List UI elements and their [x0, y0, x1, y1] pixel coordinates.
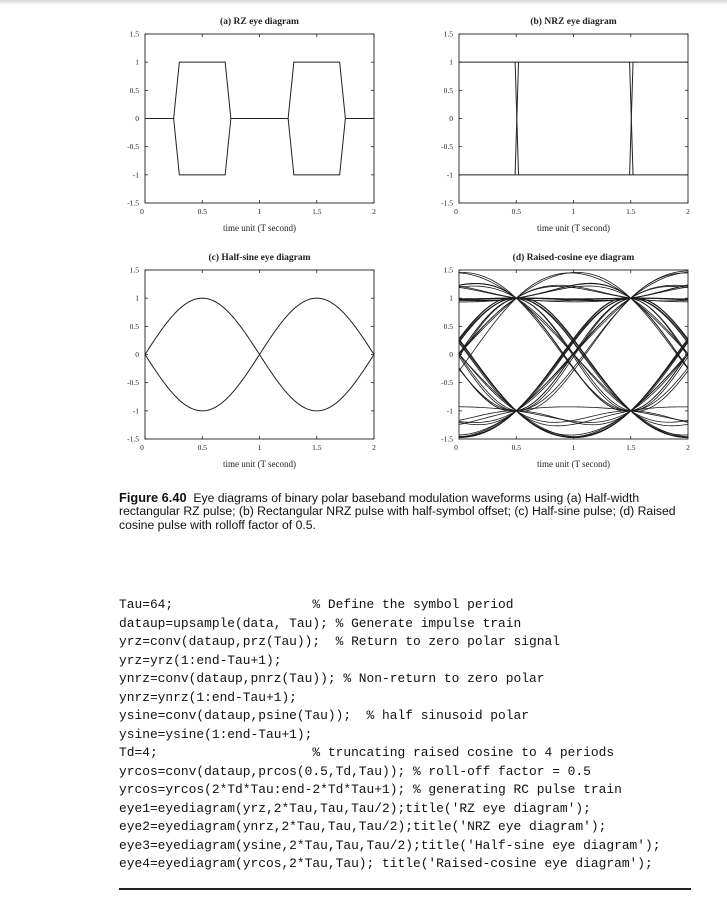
- eye-trace: [459, 407, 688, 425]
- y-tick-label: -0.5: [441, 378, 453, 388]
- eye-trace: [145, 62, 374, 118]
- x-tick-label: 1.5: [312, 443, 322, 452]
- eye-trace: [145, 298, 374, 354]
- y-tick-label: 0.5: [129, 85, 139, 95]
- section-rule: [119, 888, 691, 890]
- y-tick-label: -1.5: [441, 198, 453, 208]
- rz-eye-chart: [127, 16, 376, 233]
- x-axis-label: time unit (T second): [536, 459, 611, 469]
- x-tick-label: 1: [571, 207, 576, 216]
- figure-caption: [119, 491, 679, 532]
- x-axis-label: time unit (T second): [222, 459, 297, 469]
- x-tick-label: 0.5: [197, 207, 207, 216]
- eye-trace: [459, 283, 688, 368]
- y-tick-label: 0: [135, 350, 139, 359]
- y-tick-label: 1.5: [443, 265, 453, 275]
- trace-group: [459, 62, 688, 175]
- x-tick-label: 0.5: [511, 207, 521, 216]
- x-tick-label: 2: [372, 207, 376, 216]
- code-line: ysine=ysine(1:end-Tau+1);: [119, 726, 313, 742]
- y-tick-label: 0: [449, 350, 453, 359]
- y-tick-label: -0.5: [127, 142, 139, 152]
- y-tick-label: 0: [449, 114, 453, 123]
- y-tick-label: -1.5: [441, 434, 453, 444]
- half-sine-eye-chart: [127, 252, 376, 469]
- eye-trace: [459, 286, 688, 354]
- figure-caption-label: Figure 6.40: [119, 490, 187, 505]
- y-tick-label: 1.5: [129, 29, 139, 39]
- y-tick-label: 1: [449, 57, 453, 67]
- y-tick-label: 1: [449, 293, 453, 303]
- eye-trace: [459, 272, 688, 436]
- x-tick-label: 1.5: [626, 443, 636, 452]
- y-tick-label: 0.5: [129, 321, 139, 331]
- y-tick-label: -0.5: [127, 378, 139, 388]
- x-tick-label: 0: [454, 207, 458, 216]
- code-line: eye3=eyediagram(ysine,2*Tau,Tau,Tau/2);title('Half-sine eye diagram');: [119, 837, 661, 853]
- x-tick-label: 0: [454, 443, 458, 452]
- code-line: yrz=yrz(1:end-Tau+1);: [119, 652, 282, 668]
- code-line: eye1=eyediagram(yrz,2*Tau,Tau,Tau/2);title('RZ eye diagram');: [119, 800, 591, 816]
- eye-trace: [145, 119, 374, 175]
- code-line: Tau=64; % Define the symbol period: [119, 597, 514, 612]
- y-tick-label: -1: [446, 406, 453, 416]
- eye-trace: [459, 284, 688, 368]
- x-tick-label: 2: [372, 443, 376, 452]
- y-tick-label: 1.5: [129, 265, 139, 275]
- trace-group: [145, 62, 374, 175]
- chart-title: (a) RZ eye diagram: [220, 17, 299, 27]
- code-line: dataup=upsample(data, Tau); % Generate impulse train: [119, 615, 522, 631]
- y-tick-label: 0.5: [443, 321, 453, 331]
- y-tick-label: 1: [135, 293, 139, 303]
- y-tick-label: -1.5: [127, 198, 139, 208]
- trace-group: [145, 298, 374, 411]
- eye-trace: [459, 286, 688, 354]
- x-tick-label: 0: [140, 443, 144, 452]
- y-tick-label: 0.5: [443, 85, 453, 95]
- x-tick-label: 1.5: [312, 207, 322, 216]
- y-tick-label: -1.5: [127, 434, 139, 444]
- y-tick-label: -0.5: [441, 142, 453, 152]
- code-line: ynrz=conv(dataup,pnrz(Tau)); % Non-return to zero polar: [119, 671, 545, 686]
- code-line: ysine=conv(dataup,psine(Tau)); % half sinusoid polar: [119, 708, 529, 723]
- x-axis-label: time unit (T second): [222, 223, 297, 233]
- x-tick-label: 1: [257, 443, 262, 452]
- code-line: Td=4; % truncating raised cosine to 4 periods: [119, 745, 615, 760]
- y-tick-label: 1.5: [443, 29, 453, 39]
- x-axis-label: time unit (T second): [536, 223, 611, 233]
- code-line: ynrz=ynrz(1:end-Tau+1);: [119, 689, 297, 705]
- code-line: yrcos=conv(dataup,prcos(0.5,Td,Tau)); % roll-off factor = 0.5: [119, 763, 591, 779]
- figure-caption-text: Eye diagrams of binary polar baseband modulation waveforms using (a) Half-width rectangular RZ pulse; (b) Rectangular NRZ pulse with half-symbol offset; (c) Half-sine pulse; (d) Raised cosine pulse with rolloff factor of 0.5.: [119, 491, 676, 532]
- x-tick-label: 0: [140, 207, 144, 216]
- nrz-eye-chart: [441, 16, 690, 233]
- chart-title: (c) Half-sine eye diagram: [208, 253, 311, 263]
- x-tick-label: 0.5: [511, 443, 521, 452]
- x-tick-label: 0.5: [197, 443, 207, 452]
- y-tick-label: 1: [135, 57, 139, 67]
- x-tick-label: 2: [686, 207, 690, 216]
- y-tick-label: -1: [132, 406, 139, 416]
- code-line: eye4=eyediagram(yrcos,2*Tau,Tau); title('Raised-cosine eye diagram');: [119, 856, 653, 871]
- chart-title: (d) Raised-cosine eye diagram: [512, 253, 635, 263]
- x-tick-label: 1: [257, 207, 262, 216]
- x-tick-label: 1.5: [626, 207, 636, 216]
- code-line: yrcos=yrcos(2*Td*Tau:end-2*Td*Tau+1); % generating RC pulse train: [119, 782, 622, 797]
- code-line: yrz=conv(dataup,prz(Tau)); % Return to zero polar signal: [119, 634, 560, 649]
- trace-group: [459, 271, 688, 438]
- y-tick-label: -1: [132, 170, 139, 180]
- raised-cosine-eye-chart: [441, 252, 690, 469]
- x-tick-label: 1: [571, 443, 576, 452]
- code-line: eye2=eyediagram(ynrz,2*Tau,Tau,Tau/2);title('NRZ eye diagram');: [119, 819, 607, 834]
- x-tick-label: 2: [686, 443, 690, 452]
- y-tick-label: -1: [446, 170, 453, 180]
- matlab-code-listing: [119, 596, 661, 874]
- chart-title: (b) NRZ eye diagram: [530, 17, 617, 27]
- eye-trace: [145, 355, 374, 411]
- y-tick-label: 0: [135, 114, 139, 123]
- plot-frame: [459, 34, 688, 203]
